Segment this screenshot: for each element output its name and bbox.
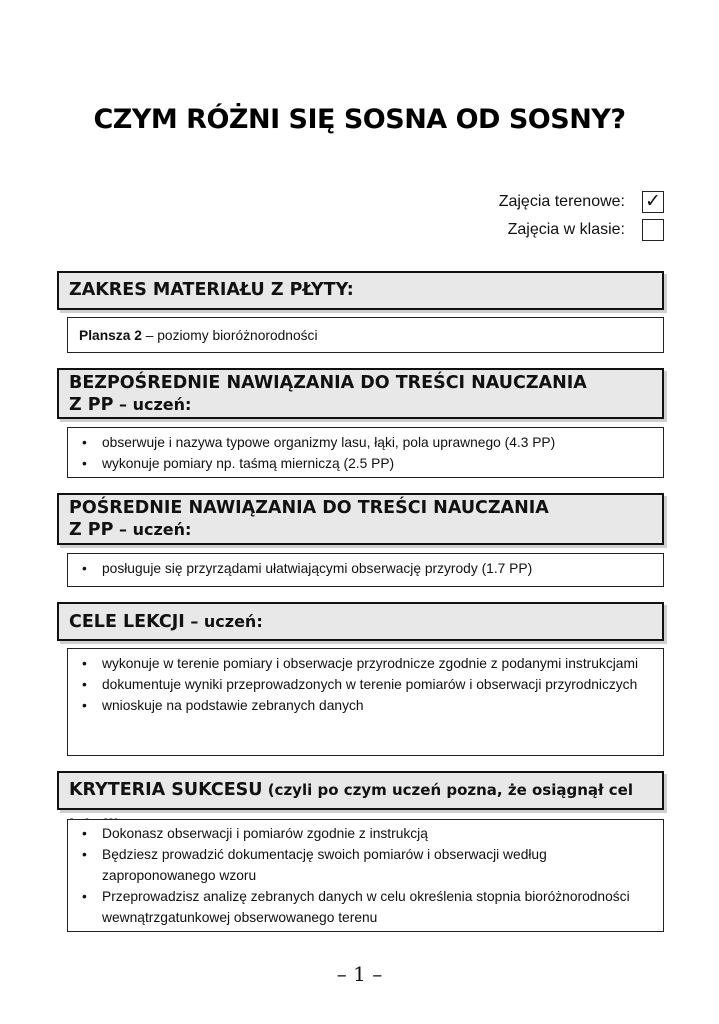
list-item: • posługuje się przyrządami ułatwiającymi obserwację przyrody (1.7 PP) bbox=[82, 558, 655, 579]
criteria-title: KRYTERIA SUKCESU bbox=[69, 780, 263, 800]
indirect-links-header bbox=[57, 493, 664, 545]
criteria-header bbox=[57, 771, 664, 810]
field-lesson-label: Zajęcia terenowe: bbox=[498, 193, 625, 210]
lesson-type-field-row bbox=[480, 191, 670, 215]
indirect-links-content bbox=[67, 553, 664, 587]
board-name: Plansza 2 bbox=[79, 328, 142, 343]
material-header bbox=[57, 271, 664, 310]
material-content bbox=[67, 317, 664, 353]
list-item: • wykonuje w terenie pomiary i obserwacje przyrodnicze zgodnie z podanymi instrukcjami bbox=[82, 653, 655, 674]
goals-content bbox=[67, 648, 664, 756]
goals-title: CELE LEKCJI bbox=[69, 612, 185, 632]
field-lesson-checkbox[interactable]: ✓ bbox=[642, 191, 664, 213]
direct-links-content bbox=[67, 427, 664, 478]
list-item: • Przeprowadzisz analizę zebranych danych w celu określenia stopnia bioróżnorodności wewnątrzgatunkowej obserwowanego terenu bbox=[82, 886, 655, 928]
material-header-text: ZAKRES MATERIAŁU Z PŁYTY: bbox=[69, 280, 354, 300]
direct-links-sub: – uczeń: bbox=[113, 395, 192, 414]
lesson-type-class-row bbox=[480, 219, 670, 243]
list-item: • wykonuje pomiary np. taśmą mierniczą (2.5 PP) bbox=[82, 453, 655, 474]
direct-links-header bbox=[57, 368, 664, 419]
board-desc: – poziomy bioróżnorodności bbox=[141, 328, 318, 343]
page-title: CZYM RÓŻNI SIĘ SOSNA OD SOSNY? bbox=[93, 104, 626, 135]
list-item: • obserwuje i nazywa typowe organizmy lasu, łąki, pola uprawnego (4.3 PP) bbox=[82, 432, 655, 453]
class-lesson-label: Zajęcia w klasie: bbox=[507, 221, 625, 238]
indirect-links-title: POŚREDNIE NAWIĄZANIA DO TREŚCI NAUCZANIA bbox=[69, 498, 549, 518]
list-item: • Będziesz prowadzić dokumentację swoich pomiarów i obserwacji według zaproponowanego wzoru bbox=[82, 844, 655, 886]
criteria-content bbox=[67, 819, 664, 932]
direct-links-pp: Z PP bbox=[69, 395, 114, 415]
criteria-sub: (czyli po czym uczeń pozna, że osiągnął cel bbox=[267, 781, 633, 799]
indirect-links-pp: Z PP bbox=[69, 520, 114, 540]
list-item: • Dokonasz obserwacji i pomiarów zgodnie z instrukcją bbox=[82, 823, 655, 844]
list-item: • dokumentuje wyniki przeprowadzonych w terenie pomiarów i obserwacji przyrodniczych bbox=[82, 674, 655, 695]
list-item: • wnioskuje na podstawie zebranych danych bbox=[82, 695, 655, 716]
goals-sub: – uczeń: bbox=[184, 612, 263, 631]
class-lesson-checkbox[interactable] bbox=[642, 219, 664, 241]
direct-links-title: BEZPOŚREDNIE NAWIĄZANIA DO TREŚCI NAUCZANIA bbox=[69, 373, 587, 393]
page-number: – 1 – bbox=[336, 962, 383, 986]
goals-header bbox=[57, 602, 664, 641]
indirect-links-sub: – uczeń: bbox=[113, 520, 192, 539]
